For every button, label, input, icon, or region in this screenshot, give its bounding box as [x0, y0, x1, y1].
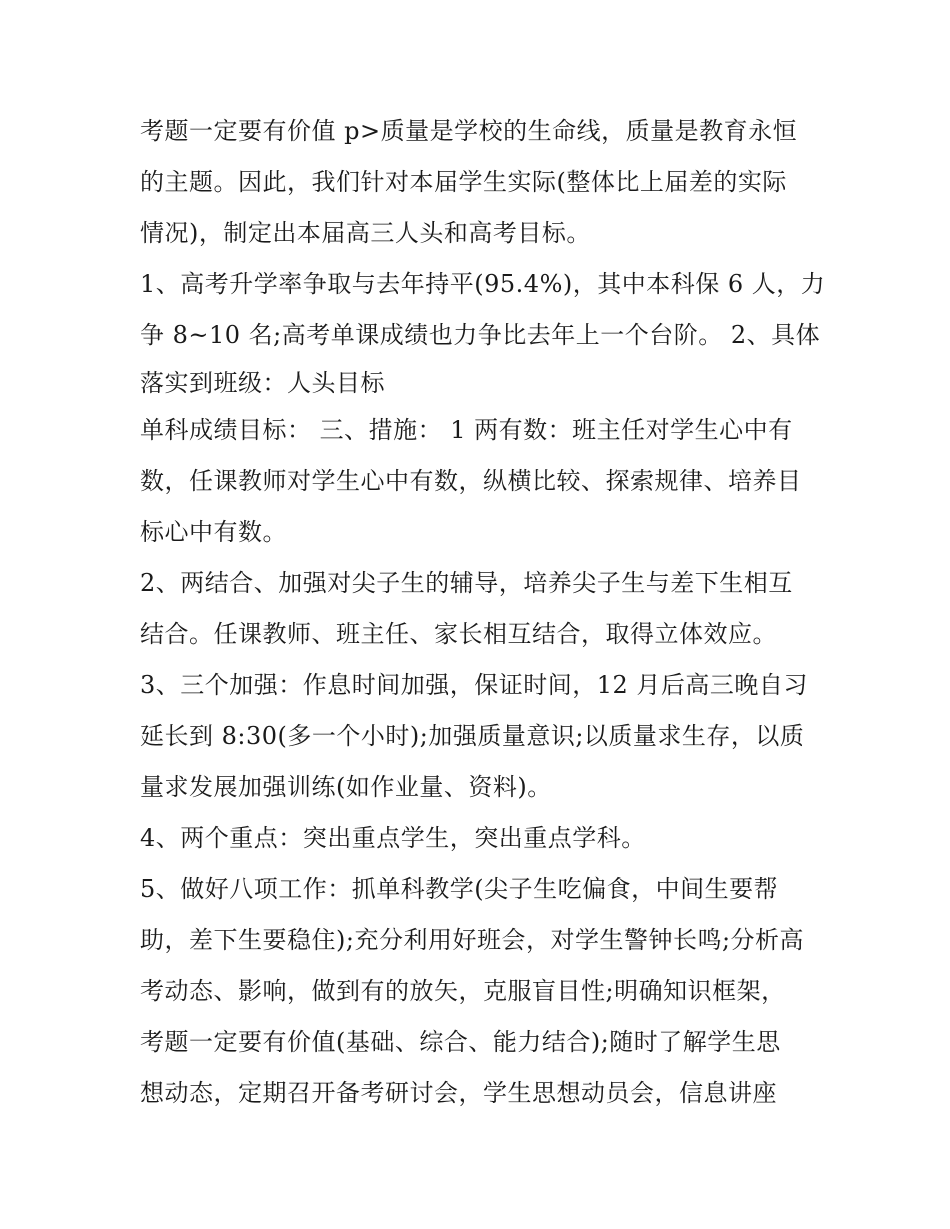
text-line: 助，差下生要稳住);充分利用好班会，对学生警钟长鸣;分析高: [140, 926, 805, 954]
text-line: 2、两结合、加强对尖子生的辅导，培养尖子生与差下生相互: [140, 569, 793, 597]
text-line: 5、做好八项工作：抓单科教学(尖子生吃偏食，中间生要帮: [140, 875, 779, 903]
text-line: 想动态，定期召开备考研讨会，学生思想动员会，信息讲座: [140, 1079, 777, 1107]
text-line: 考动态、影响，做到有的放矢，克服盲目性;明确知识框架，: [140, 977, 786, 1005]
text-line: 量求发展加强训练(如作业量、资料)。: [140, 773, 552, 801]
text-line: 4、两个重点：突出重点学生，突出重点学科。: [140, 824, 646, 852]
text-line: 考题一定要有价值 p>质量是学校的生命线，质量是教育永恒: [140, 117, 798, 145]
text-line: 1、高考升学率争取与去年持平(95.4%)，其中本科保 6 人，力: [140, 270, 826, 298]
text-line: 考题一定要有价值(基础、综合、能力结合);随时了解学生思: [140, 1028, 781, 1056]
text-line: 的主题。因此，我们针对本届学生实际(整体比上届差的实际: [140, 168, 787, 196]
text-line: 延长到 8:30(多一个小时);加强质量意识;以质量求生存，以质: [140, 722, 805, 750]
text-line: 3、三个加强：作息时间加强，保证时间，12 月后高三晚自习: [140, 671, 808, 699]
text-line: 数，任课教师对学生心中有数，纵横比较、探索规律、培养目: [140, 467, 802, 495]
text-line: 结合。任课教师、班主任、家长相互结合，取得立体效应。: [140, 620, 777, 648]
text-line: 情况)，制定出本届高三人头和高考目标。: [140, 219, 591, 247]
text-line: 争 8~10 名;高考单课成绩也力争比去年上一个台阶。 2、具体: [140, 321, 821, 349]
text-line: 落实到班级：人头目标: [140, 369, 385, 397]
text-line: 单科成绩目标： 三、措施： 1 两有数：班主任对学生心中有: [140, 416, 793, 444]
text-line: 标心中有数。: [140, 518, 287, 546]
document-body: [140, 106, 826, 1119]
